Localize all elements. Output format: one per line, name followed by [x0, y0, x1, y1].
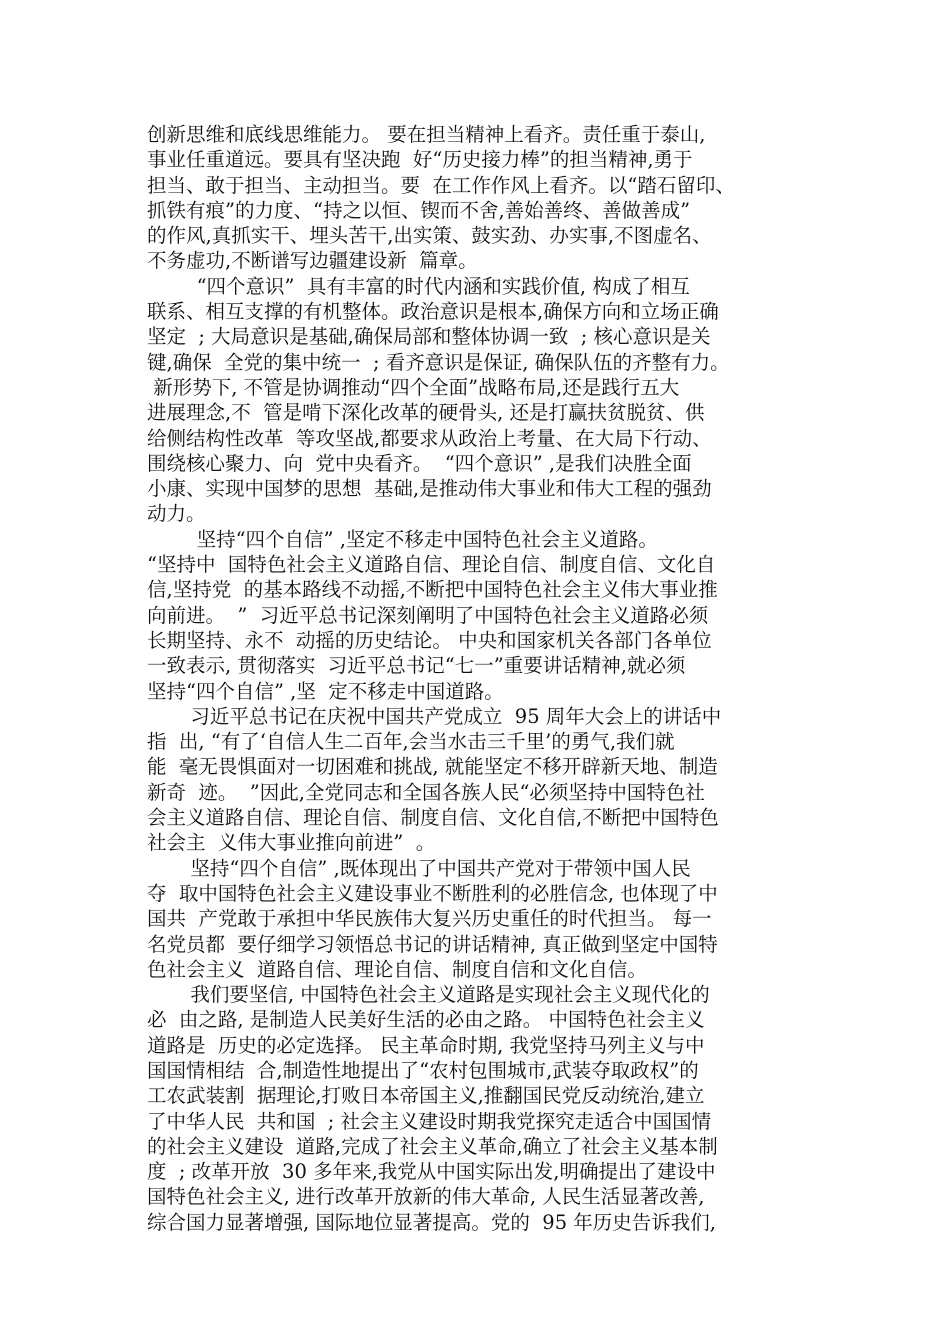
- text-line: 不务虚功,不断谱写边疆建设新 篇章。: [147, 249, 478, 273]
- text-line: 向前进。 ” 习近平总书记深刻阐明了中国特色社会主义道路必须: [147, 603, 709, 627]
- text-line: 进展理念,不 管是啃下深化改革的硬骨头, 还是打赢扶贫脱贫、供: [147, 401, 705, 425]
- text-line: 综合国力显著增强, 国际地位显著提高。党的 95 年历史告诉我们,: [147, 1210, 717, 1234]
- text-line: 一致表示, 贯彻落实 习近平总书记“七一”重要讲话精神,就必须: [147, 654, 686, 678]
- text-line: 坚持“四个自信” ,坚 定不移走中国道路。: [147, 679, 504, 703]
- text-line: 事业任重道远。要具有坚决跑 好“历史接力棒”的担当精神,勇于: [147, 148, 693, 172]
- text-line: 坚定 ; 大局意识是基础,确保局部和整体协调一致 ; 核心意识是关: [147, 325, 711, 349]
- text-line: 的社会主义建设 道路,完成了社会主义革命,确立了社会主义基本制: [147, 1134, 718, 1158]
- text-line: 键,确保 全党的集中统一 ; 看齐意识是保证, 确保队伍的齐整有力。: [147, 350, 730, 374]
- text-line: 度 ; 改革开放 30 多年来,我党从中国实际出发,明确提出了建设中: [147, 1160, 716, 1184]
- text-line: 能 毫无畏惧面对一切困难和挑战, 就能坚定不移开辟新天地、制造: [147, 755, 718, 779]
- text-line: 了中华人民 共和国 ; 社会主义建设时期我党探究走适合中国国情: [147, 1109, 712, 1133]
- text-line: 担当、敢于担当、主动担当。要 在工作作风上看齐。以“踏石留印、: [147, 173, 735, 197]
- text-line: 习近平总书记在庆祝中国共产党成立 95 周年大会上的讲话中: [147, 704, 722, 728]
- text-line: “坚持中 国特色社会主义道路自信、理论自信、制度自信、文化自: [147, 553, 716, 577]
- text-line: 色社会主义 道路自信、理论自信、制度自信和文化自信。: [147, 957, 647, 981]
- text-line: 小康、实现中国梦的思想 基础,是推动伟大事业和伟大工程的强劲: [147, 477, 712, 501]
- text-line: 新奇 迹。 ”因此,全党同志和全国各族人民“必须坚持中国特色社: [147, 780, 705, 804]
- text-line: 道路是 历史的必定选择。 民主革命时期, 我党坚持马列主义与中: [147, 1033, 705, 1057]
- text-line: 名党员都 要仔细学习领悟总书记的讲话精神, 真正做到坚定中国特: [147, 932, 718, 956]
- text-line: 的作风,真抓实干、埋头苦干,出实策、鼓实劲、办实事,不图虚名、: [147, 224, 712, 248]
- text-line: 国特色社会主义, 进行改革开放新的伟大革命, 人民生活显著改善,: [147, 1185, 705, 1209]
- text-line: 社会主 义伟大事业推向前进” 。: [147, 831, 436, 855]
- text-line: 必 由之路, 是制造人民美好生活的必由之路。 中国特色社会主义: [147, 1008, 705, 1032]
- text-line: 动力。: [147, 502, 206, 526]
- body-text: [147, 122, 817, 1235]
- text-line: 会主义道路自信、理论自信、制度自信、文化自信,不断把中国特色: [147, 806, 719, 830]
- text-line: 长期坚持、永不 动摇的历史结论。 中央和国家机关各部门各单位: [147, 628, 712, 652]
- text-line: 我们要坚信, 中国特色社会主义道路是实现社会主义现代化的: [147, 983, 710, 1007]
- text-line: 夺 取中国特色社会主义建设事业不断胜利的必胜信念, 也体现了中: [147, 881, 718, 905]
- text-line: 给侧结构性改革 等攻坚战,都要求从政治上考量、在大局下行动、: [147, 426, 712, 450]
- text-line: 国共 产党敢于承担中华民族伟大复兴历史重任的时代担当。 每一: [147, 907, 712, 931]
- text-line: “四个意识” 具有丰富的时代内涵和实践价值, 构成了相互: [147, 274, 690, 298]
- text-line: 坚持“四个自信” ,既体现出了中国共产党对于带领中国人民: [147, 856, 691, 880]
- text-line: 坚持“四个自信” ,坚定不移走中国特色社会主义道路。: [147, 527, 658, 551]
- text-line: 创新思维和底线思维能力。 要在担当精神上看齐。责任重于泰山,: [147, 123, 706, 146]
- text-line: 联系、相互支撑的有机整体。政治意识是根本,确保方向和立场正确: [147, 300, 719, 324]
- text-line: 抓铁有痕”的力度、“持之以恒、锲而不舍,善始善终、善做善成”: [147, 198, 691, 222]
- text-line: 国国情相结 合,制造性地提出了“农村包围城市,武装夺取政权”的: [147, 1058, 699, 1082]
- text-line: 围绕核心聚力、向 党中央看齐。 “四个意识” ,是我们决胜全面: [147, 451, 692, 475]
- text-line: 信,坚持党 的基本路线不动摇,不断把中国特色社会主义伟大事业推: [147, 578, 718, 602]
- text-line: 指 出, “有了‘自信人生二百年,会当水击三千里’的勇气,我们就: [147, 730, 675, 754]
- text-line: 工农武装割 据理论,打败日本帝国主义,推翻国民党反动统治,建立: [147, 1084, 705, 1108]
- text-line: 新形势下, 不管是协调推动“四个全面”战略布局,还是践行五大: [147, 375, 680, 399]
